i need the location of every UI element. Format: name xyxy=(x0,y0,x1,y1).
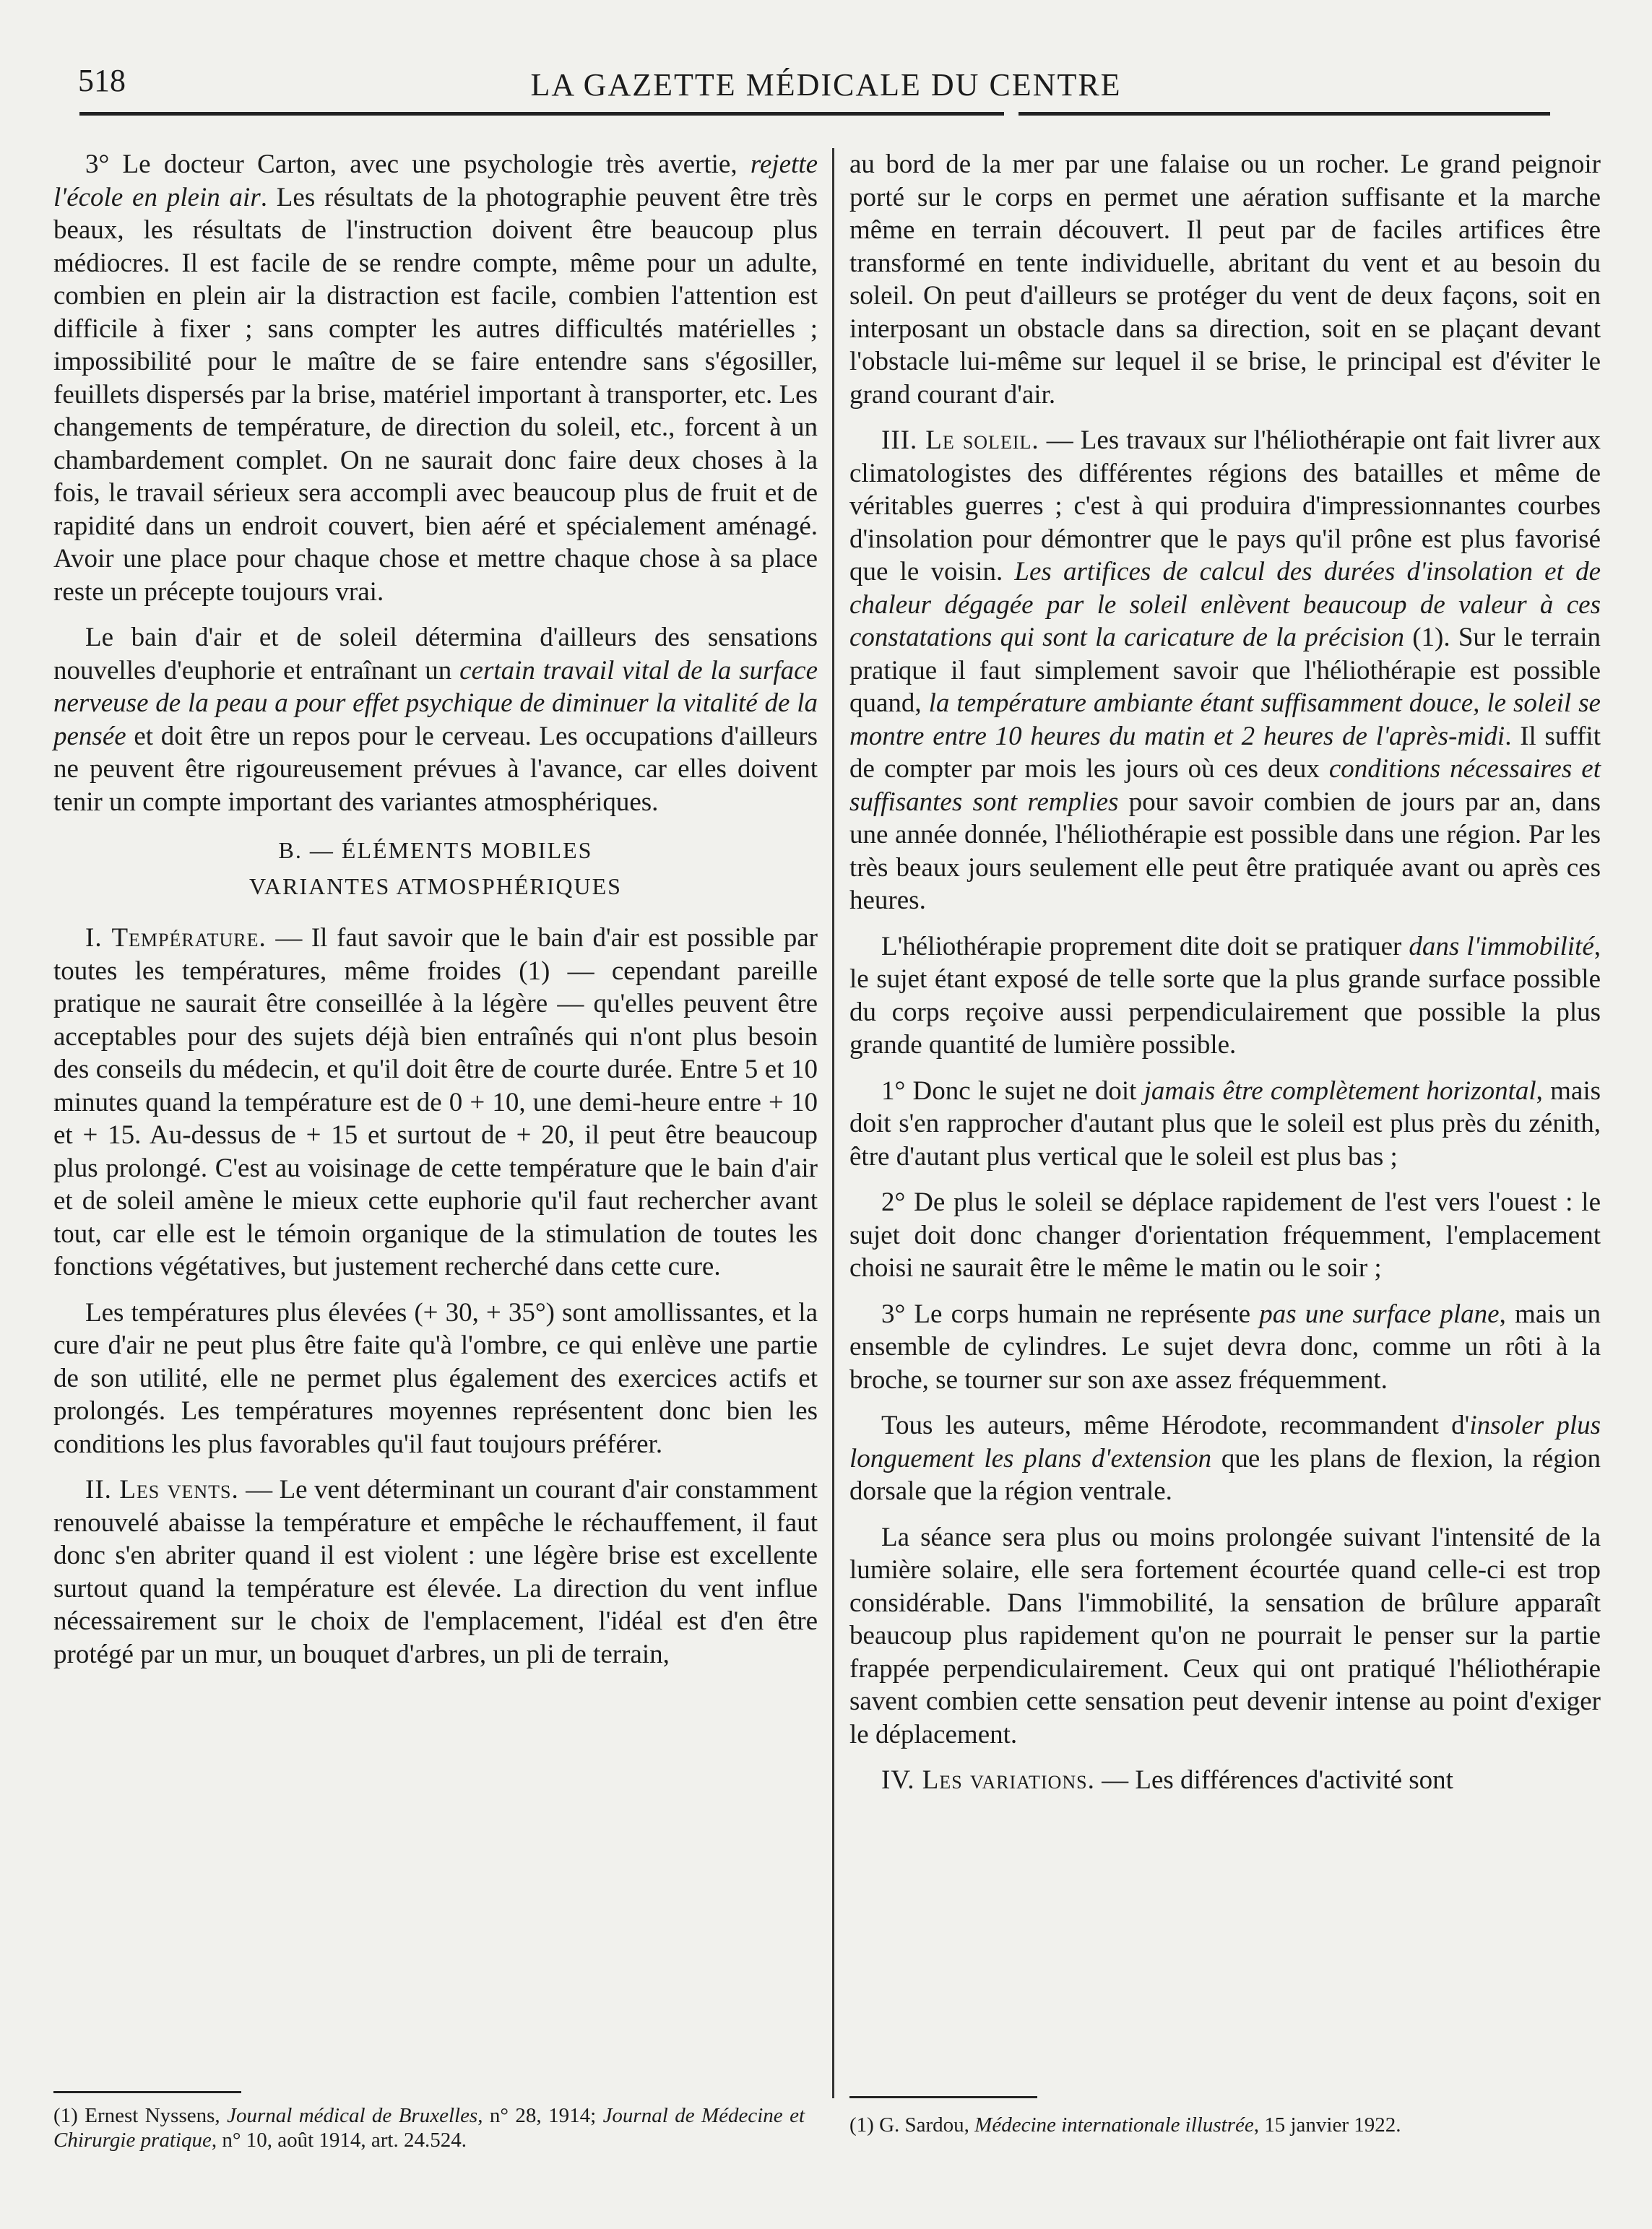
paragraph: L'héliothérapie proprement dite doit se pratiquer dans l'immobilité, le sujet étant exposé de telle sorte que la plus grande surface possible du corps reçoive aussi perpendiculairement que possible la plus grande quantité de lumière possible. xyxy=(849,931,1601,1060)
paragraph: Le bain d'air et de soleil détermina d'ailleurs des sensations nouvelles d'euphorie et entraînant un certain travail vital de la surface nerveuse de la peau a pour effet psychique de diminuer la vitalité de la pensée et doit être un repos pour le cerveau. Les occupations d'ailleurs ne peuvent être rigoureusement prévues à l'avance, car elles doivent tenir un compte important des variantes atmosphériques. xyxy=(53,623,818,817)
footnote-rule xyxy=(849,2096,1037,2098)
column-divider xyxy=(832,148,834,2098)
paragraph: 3° Le docteur Carton, avec une psychologie très avertie, rejette l'école en plein air. Les résultats de la photographie peuvent être très beaux, les résultats de l'instruction doivent être beaucoup plus médiocres. Il est facile de se rendre compte, même pour un adulte, combien en plein air la distraction est facile, combien l'attention est difficile à fixer ; sans compter les autres difficultés matérielles ; impossibilité pour le maître de se faire entendre sans s'égosiller, feuillets dispersés par la brise, matériel important à transporter, etc. Les changements de température, de direction du soleil, etc., forcent à un chambardement complet. On ne saurait donc faire deux choses à la fois, le travail sérieux sera accompli avec beaucoup plus de fruit et de rapidité dans un endroit couvert, bien aéré et spécialement aménagé. Avoir une place pour chaque chose et mettre chaque chose à sa place reste un précepte toujours vrai. xyxy=(53,150,818,607)
paragraph-lead: IV. Les variations. xyxy=(881,1765,1095,1795)
footnote: (1) Ernest Nyssens, Journal médical de Bruxelles, n° 28, 1914; Journal de Médecine et Chirurgie pratique, n° 10, août 1914, art. 24.524. xyxy=(53,2104,805,2152)
section-subheading: VARIANTES ATMOSPHÉRIQUES xyxy=(249,873,622,899)
footnote: (1) G. Sardou, Médecine internationale illustrée, 15 janvier 1922. xyxy=(849,2113,1401,2137)
right-column xyxy=(849,148,1601,1810)
page-header xyxy=(0,0,1652,123)
paragraph: II. Les vents. — Le vent déterminant un courant d'air constamment renouvelé abaisse la température et empêche le réchauffement, il faut donc s'en abriter quand il est violent : une légère brise est excellente surtout quand la température est élevée. La direction du vent influe nécessairement sur le choix de l'emplacement, l'idéal est d'en être protégé par un mur, un bouquet d'arbres, un pli de terrain, xyxy=(53,1475,818,1669)
header-rule xyxy=(1019,112,1550,116)
left-column xyxy=(53,148,818,1684)
paragraph-lead: III. Le soleil. xyxy=(881,425,1039,455)
paragraph-lead: II. Les vents. xyxy=(85,1475,239,1505)
running-title: LA GAZETTE MÉDICALE DU CENTRE xyxy=(530,67,1122,103)
paragraph: 3° Le corps humain ne représente pas une surface plane, mais un ensemble de cylindres. Le sujet devra donc, comme un rôti à la broche, se tourner sur son axe assez fréquemment. xyxy=(849,1299,1601,1395)
paragraph: Tous les auteurs, même Hérodote, recommandent d'insoler plus longuement les plans d'extension que les plans de flexion, la région dorsale que la région ventrale. xyxy=(849,1411,1601,1506)
paragraph-lead: I. Température. xyxy=(85,923,267,953)
page-number: 518 xyxy=(78,63,126,98)
footnote-rule xyxy=(53,2091,241,2093)
paragraph: au bord de la mer par une falaise ou un rocher. Le grand peignoir porté sur le corps en permet une aération suffisante et la marche même en terrain découvert. Il peut par de faciles artifices être transformé en tente individuelle, abritant du vent et au besoin du soleil. On peut d'ailleurs se protéger du vent de deux façons, soit en interposant un obstacle dans sa direction, soit en se plaçant devant l'obstacle lui-même sur lequel il se brise, le principal est d'éviter le grand courant d'air. xyxy=(849,150,1601,410)
paragraph: Les températures plus élevées (+ 30, + 35°) sont amollissantes, et la cure d'air ne peut plus être faite qu'à l'ombre, ce qui enlève une partie de son utilité, elle ne permet plus également des exercices actifs et prolongés. Les températures moyennes représentent donc bien les conditions les plus favorables qu'il faut toujours préférer. xyxy=(53,1297,818,1459)
paragraph: 1° Donc le sujet ne doit jamais être complètement horizontal, mais doit s'en rapprocher d'autant plus que le soleil est plus près du zénith, être d'autant plus vertical que le soleil est plus bas ; xyxy=(849,1075,1601,1172)
paragraph: III. Le soleil. — Les travaux sur l'héliothérapie ont fait livrer aux climatologistes des différentes régions des batailles et même de véritables guerres ; c'est à qui produira d'impressionnantes courbes d'insolation pour démontrer que le pays qu'il prône est plus favorisé que le voisin. Les artifices de calcul des durées d'insolation et de chaleur dégagée par le soleil enlèvent beaucoup de valeur à ces constatations qui sont la caricature de la précision (1). Sur le terrain pratique il faut simplement savoir que l'héliothérapie est possible quand, la température ambiante étant suffisamment douce, le soleil se montre entre 10 heures du matin et 2 heures de l'après-midi. Il suffit de compter par mois les jours où ces deux conditions nécessaires et suffisantes sont remplies pour savoir combien de jours par an, dans une année donnée, l'héliothérapie est possible dans une région. Par les très beaux jours seulement elle peut être pratiquée avant ou après ces heures. xyxy=(849,425,1601,915)
paragraph: La séance sera plus ou moins prolongée suivant l'intensité de la lumière solaire, elle sera fortement écourtée quand celle-ci est trop considérable. Dans l'immobilité, la sensation de brûlure apparaît beaucoup plus rapidement qu'on ne pourrait le penser sur la partie frappée perpendiculairement. Ceux qui ont pratiqué l'héliothérapie savent combien cette sensation peut devenir intense au point d'exiger le déplacement. xyxy=(849,1522,1601,1749)
section-heading: B. — ÉLÉMENTS MOBILES xyxy=(278,837,593,863)
header-rule xyxy=(79,112,1004,116)
paragraph: 2° De plus le soleil se déplace rapidement de l'est vers l'ouest : le sujet doit donc changer d'orientation fréquemment, l'emplacement choisi ne saurait être le même le matin ou le soir ; xyxy=(849,1187,1601,1283)
paragraph: I. Température. — Il faut savoir que le bain d'air est possible par toutes les températures, même froides (1) — cependant pareille pratique ne saurait être conseillée à la légère — qu'elles peuvent être acceptables pour des sujets déjà bien entraînés qui n'ont plus besoin des conseils du médecin, et qu'il doit être de courte durée. Entre 5 et 10 minutes quand la température est de 0 + 10, une demi-heure entre + 10 et + 15. Au-dessus de + 15 et surtout de + 20, il peut être beaucoup plus prolongé. C'est au voisinage de cette température que le bain d'air et de soleil amène le mieux cette euphorie qu'il faut rechercher avant tout, car elle est le témoin organique de la stimulation de toutes les fonctions végétatives, but justement recherché dans cette cure. xyxy=(53,923,818,1281)
paragraph: IV. Les variations. — Les différences d'activité sont xyxy=(881,1765,1453,1795)
